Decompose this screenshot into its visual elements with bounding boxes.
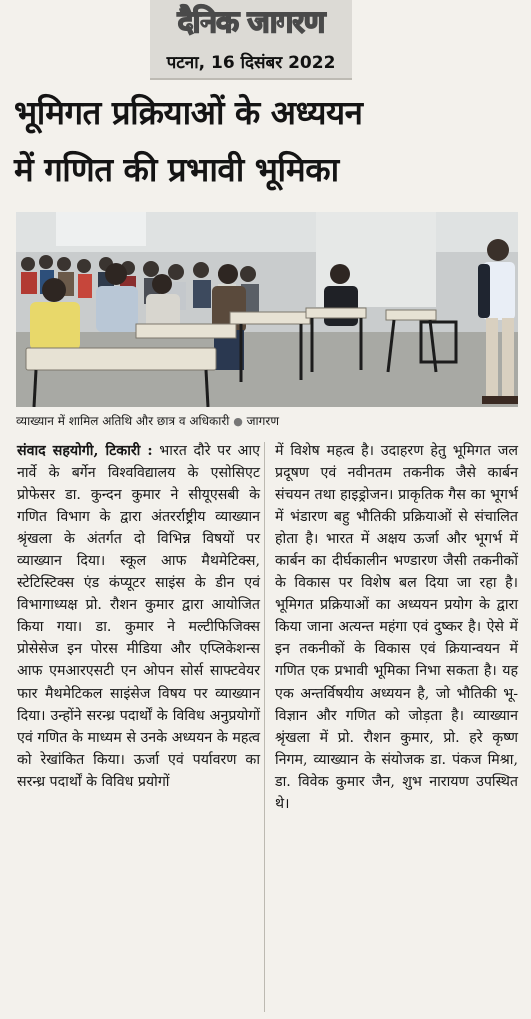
- headline-line-2: में गणित की प्रभावी भूमिका: [14, 150, 339, 189]
- dateline: पटना, 16 दिसंबर 2022: [166, 53, 336, 73]
- newspaper-logo: दैनिक जागरण: [177, 5, 325, 40]
- headline: [14, 84, 526, 198]
- article-byline: संवाद सहयोगी, टिकारी :: [17, 443, 153, 459]
- article-body-part-1: भारत दौरे पर आए नार्वे के बर्गेन विश्वविद्यालय के एसोसिएट प्रोफेसर डा. कुन्दन कुमार ने सीयूएसबी के गणित विभाग के द्वारा अंतरर्राष्ट्रीय व्याख्यान श्रृंखला के अंतर्गत दो विभिन्न विषयों पर व्याख्यान दिया। स्कूल आफ मैथमेटिक्स, स्टेटिस्टिक्स एंड कंप्यूटर साइंस के डीन एवं विभागाध्यक्ष प्रो. रौशन कुमार द्वारा आयोजित किया गया। डा. कुमार ने मल्टीफिजिक्स प्रोसेसेज इन पोरस मीडिया और एप्लिकेशन्स आफ एमआरएसटी एन ओपन सोर्स साफ्टवेयर फार मैथमेटिकल साइंसेज विषय पर व्याख्यान दिया। उन्होंने सरन्ध्र पदार्थों के विविध अनुप्रयोगों एवं गणित के माध्यम से उनके अध्ययन के महत्व को रेखांकित किया। ऊर्जा एवं पर्यावरण का सरन्ध्र पदार्थों के विविध प्रयोगों: [17, 443, 260, 790]
- article-body-part-2: में विशेष महत्व है। उदाहरण हेतु भूमिगत जल प्रदूषण एवं नवीनतम तकनीक जैसे कार्बन संचयन तथा हाइड्रोजन। प्राकृतिक गैस का भूगर्भ में भंडारण बहु भौतिकी प्रक्रियाओं से संचालित होता है। भारत में अक्षय ऊर्जा और भूगर्भ में कार्बन का दीर्घकालीन भण्डारण जैसी तकनीकों के विकास पर विशेष बल दिया जा रहा है। भूमिगत प्रक्रियाओं का अध्ययन प्रयोग के द्वारा किया जाना अत्यन्त महंगा एवं दुष्कर है। ऐसे में इन तकनीकों के विकास एवं क्रियान्वयन में गणित एक प्रभावी भूमिका निभा सकता है। यह एक अन्तर्विषयीय अध्ययन है, जो भौतिकी भू-विज्ञान और गणित को जोड़ता है। व्याख्यान श्रृंखला में प्रो. रौशन कुमार, प्रो. हरे कृष्ण निगम, व्याख्यान के संयोजक डा. पंकज मिश्रा, डा. विवेक कुमार जैन, शुभ नारायण उपस्थित थे।: [275, 443, 518, 812]
- bullet-icon: ●: [233, 415, 243, 428]
- caption-text: व्याख्यान में शामिल अतिथि और छात्र व अधिकारी: [16, 414, 230, 428]
- news-photo: [16, 212, 518, 407]
- column-divider: [264, 442, 265, 1012]
- classroom-photo-illustration: [16, 212, 518, 407]
- photo-credit: जागरण: [246, 414, 279, 428]
- photo-caption: [16, 411, 518, 431]
- article-column-2: [275, 440, 518, 815]
- masthead: [150, 0, 352, 80]
- headline-line-1: भूमिगत प्रक्रियाओं के अध्ययन: [14, 93, 363, 132]
- article-column-1: [17, 440, 260, 793]
